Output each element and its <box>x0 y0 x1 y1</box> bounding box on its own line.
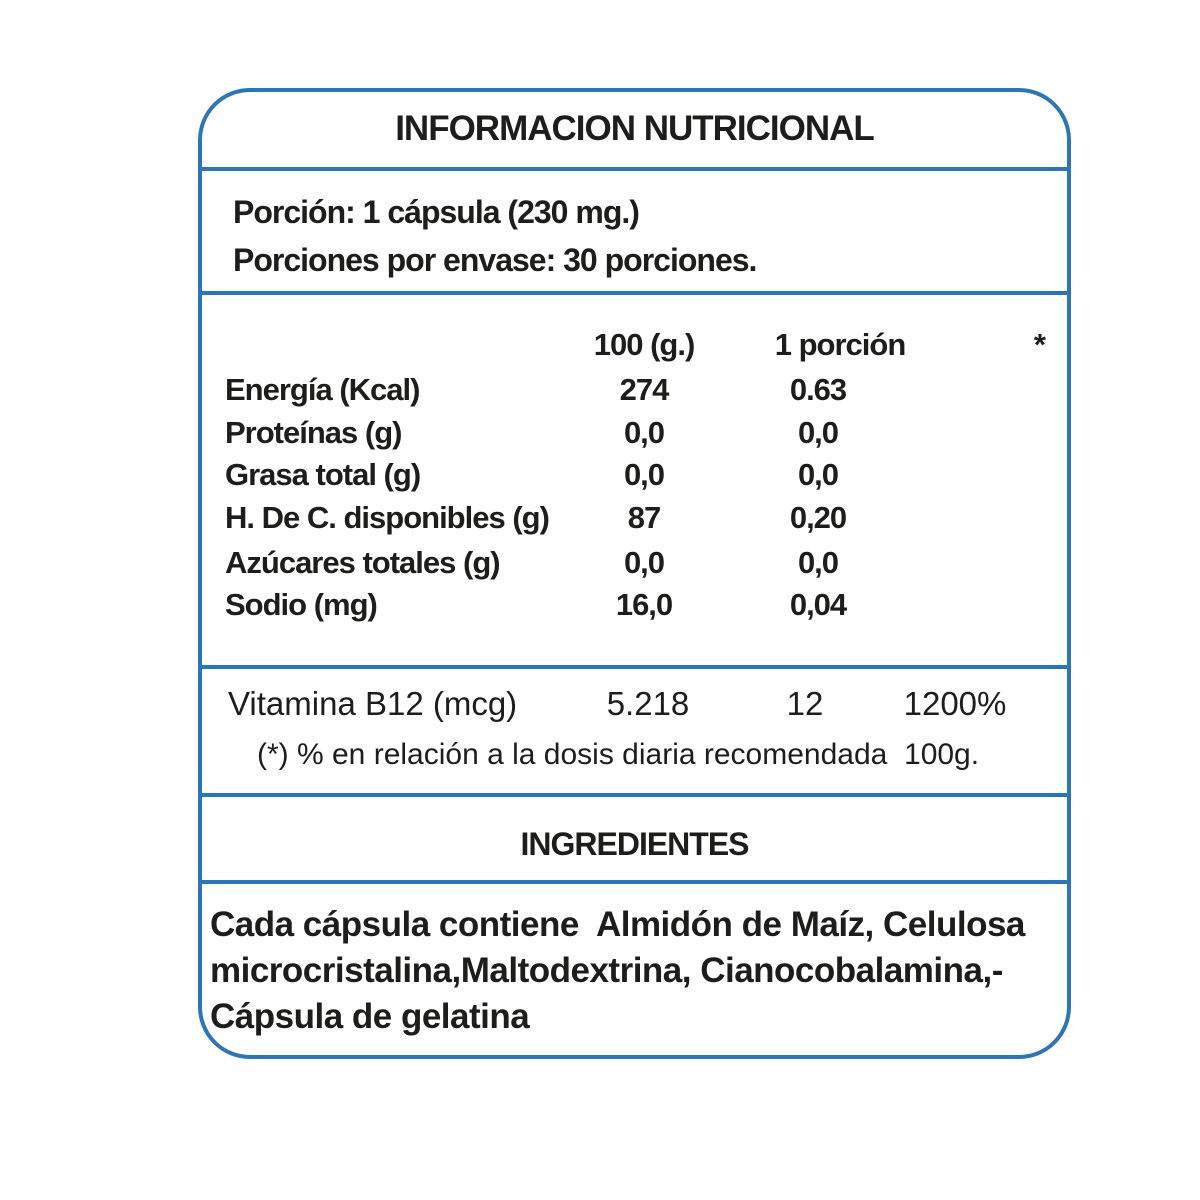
label-title: INFORMACION NUTRICIONAL <box>395 109 874 148</box>
nutrient-label: Proteínas (g) <box>225 415 402 450</box>
nutrient-value-portion: 0,0 <box>797 545 839 580</box>
nutrient-value-100g: 0,0 <box>623 545 665 580</box>
vitamin-value-portion: 12 <box>786 685 824 722</box>
nutrient-value-portion: 0.63 <box>789 372 847 407</box>
table-row <box>202 413 1067 453</box>
serving-info <box>233 188 756 284</box>
ingredients-text-line-1: Cada cápsula contiene Almidón de Maíz, Celulosa <box>210 905 1025 944</box>
divider-below-footnote <box>202 793 1067 797</box>
ingredients-heading: INGREDIENTES <box>520 826 749 862</box>
vitamin-b12-row <box>202 684 1067 724</box>
nutrient-value-portion: 0,0 <box>797 415 839 450</box>
vitamin-value-100g: 5.218 <box>606 685 690 722</box>
divider-below-serving <box>202 291 1067 295</box>
divider-below-title <box>202 167 1067 171</box>
nutrient-value-100g: 16,0 <box>615 587 673 622</box>
divider-below-table <box>202 665 1067 669</box>
vitamin-daily-value: 1200% <box>903 685 1007 722</box>
column-header-portion: 1 porción <box>774 327 906 362</box>
nutrient-label: Sodio (mg) <box>225 587 377 622</box>
nutrient-label: Energía (Kcal) <box>225 372 420 407</box>
nutrient-value-100g: 87 <box>627 500 661 535</box>
footnote-marker: * <box>1033 327 1045 362</box>
ingredients-text-line-2: microcristalina,Maltodextrina, Cianocobalamina,- <box>210 951 1003 990</box>
ingredients-text-line-3: Cápsula de gelatina <box>210 997 530 1036</box>
table-row <box>202 370 1067 410</box>
nutrient-value-100g: 0,0 <box>623 415 665 450</box>
nutrient-value-portion: 0,04 <box>789 587 847 622</box>
nutrient-value-portion: 0,20 <box>789 500 847 535</box>
nutrient-label: H. De C. disponibles (g) <box>225 500 549 535</box>
divider-below-ingredients-heading <box>202 880 1067 884</box>
table-row <box>202 455 1067 495</box>
nutrient-value-portion: 0,0 <box>797 457 839 492</box>
column-header-100g: 100 (g.) <box>593 327 695 362</box>
footnote: (*) % en relación a la dosis diaria recomendada 100g. <box>257 738 980 771</box>
ingredients-text <box>210 902 1063 1040</box>
table-header-row <box>202 325 1067 365</box>
nutrient-value-100g: 0,0 <box>623 457 665 492</box>
nutrient-label: Grasa total (g) <box>225 457 421 492</box>
nutrition-label <box>198 88 1071 1059</box>
vitamin-label: Vitamina B12 (mcg) <box>228 685 518 722</box>
table-row <box>202 543 1067 583</box>
nutrient-label: Azúcares totales (g) <box>225 545 500 580</box>
servings-per-container-line: Porciones por envase: 30 porciones. <box>233 242 757 278</box>
table-row <box>202 585 1067 625</box>
serving-size-line: Porción: 1 cápsula (230 mg.) <box>233 194 639 230</box>
nutrient-value-100g: 274 <box>619 372 669 407</box>
table-row <box>202 498 1067 538</box>
